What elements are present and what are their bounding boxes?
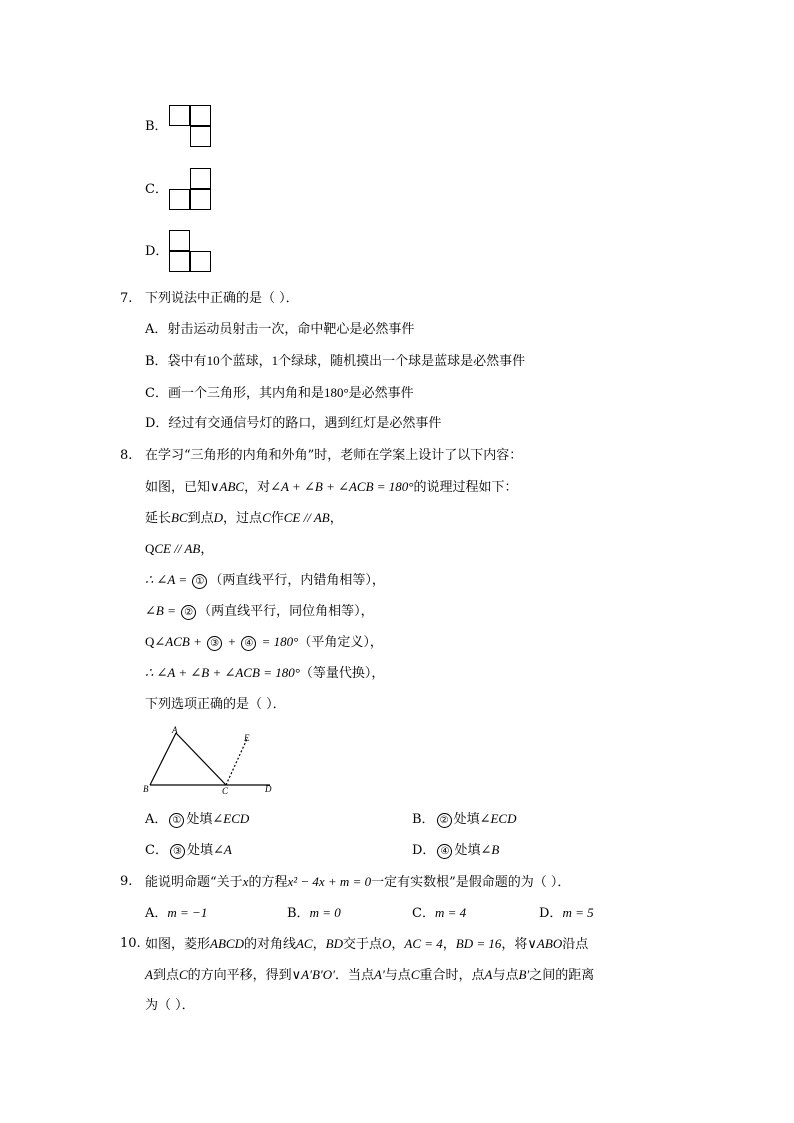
q9-option-c: C．m = 4 (412, 905, 467, 921)
q8-option-b: B． ② 处填∠ECD (412, 811, 517, 827)
q8-line-5: ∴ ∠A = ① （两直线平行，内错角相等）， (145, 572, 385, 588)
fig-label-d: D (265, 784, 272, 794)
q6-option-d-figure (169, 230, 217, 278)
q6-option-d-label: D． (145, 244, 169, 259)
q8-line-9: 下列选项正确的是（ ）． (145, 697, 286, 712)
q9-number: 9. (120, 874, 133, 889)
q10-line-2: A到点C的方向平移，得到∨A′B′O′．当点A′与点C重合时，点A与点B′之间的距离 (145, 967, 595, 983)
q8-line-7: Q∠ACB + ③ + ④ = 180°（平角定义）， (145, 634, 383, 650)
q10-line-3: 为（ ）． (145, 998, 195, 1013)
q8-option-d: D． ④ 处填∠B (412, 842, 500, 858)
q7-option-c: C．画一个三角形，其内角和是180°是必然事件 (145, 385, 414, 401)
q6-option-c-label: C． (145, 182, 168, 197)
fig-label-e: E (244, 733, 250, 743)
fig-label-c: C (222, 786, 229, 796)
q8-line-8: ∴ ∠A + ∠B + ∠ACB = 180°（等量代换）， (145, 665, 385, 681)
q8-line-4: QCE // AB， (145, 541, 214, 557)
q6-option-b-label: B． (145, 119, 168, 134)
q7-option-b: B．袋中有10个蓝球，1个绿球，随机摸出一个球是蓝球是必然事件 (145, 353, 526, 369)
q7-number: 7. (120, 291, 133, 306)
q8-line-6: ∠B = ② （两直线平行，同位角相等）， (145, 603, 374, 619)
fig-label-b: B (143, 784, 149, 794)
q6-option-c-figure (169, 168, 217, 216)
q7-option-a: A．射击运动员射击一次，命中靶心是必然事件 (145, 322, 415, 337)
q8-line-3: 延长BC到点D，过点C作CE // AB， (145, 510, 343, 526)
q8-option-a: A． ① 处填∠ECD (145, 811, 250, 827)
q6-option-b-figure (169, 105, 217, 153)
q9-option-b: B．m = 0 (287, 905, 341, 921)
q10-number: 10. (120, 936, 141, 951)
q8-number: 8. (120, 448, 133, 463)
q9-option-d: D．m = 5 (539, 905, 594, 921)
q7-option-d: D．经过有交通信号灯的路口，遇到红灯是必然事件 (145, 416, 442, 431)
q10-line-1: 如图，菱形ABCD的对角线AC，BD交于点O，AC = 4，BD = 16，将∨ABO沿点 (145, 936, 589, 952)
q9-stem: 能说明命题“关于x的方程x² − 4x + m = 0一定有实数根”是假命题的为（ ）． (145, 874, 571, 890)
q8-line-2: 如图，已知∨ABC，对∠A + ∠B + ∠ACB = 180°的说理过程如下： (145, 479, 518, 495)
q8-line-1: 在学习“三角形的内角和外角”时，老师在学案上设计了以下内容： (145, 448, 523, 463)
q8-option-c: C． ③ 处填∠A (145, 842, 232, 858)
fig-label-a: A (172, 725, 178, 735)
q8-triangle-figure (140, 725, 280, 795)
q7-stem: 下列说法中正确的是（ ）． (145, 291, 299, 306)
q9-option-a: A．m = −1 (145, 905, 208, 921)
